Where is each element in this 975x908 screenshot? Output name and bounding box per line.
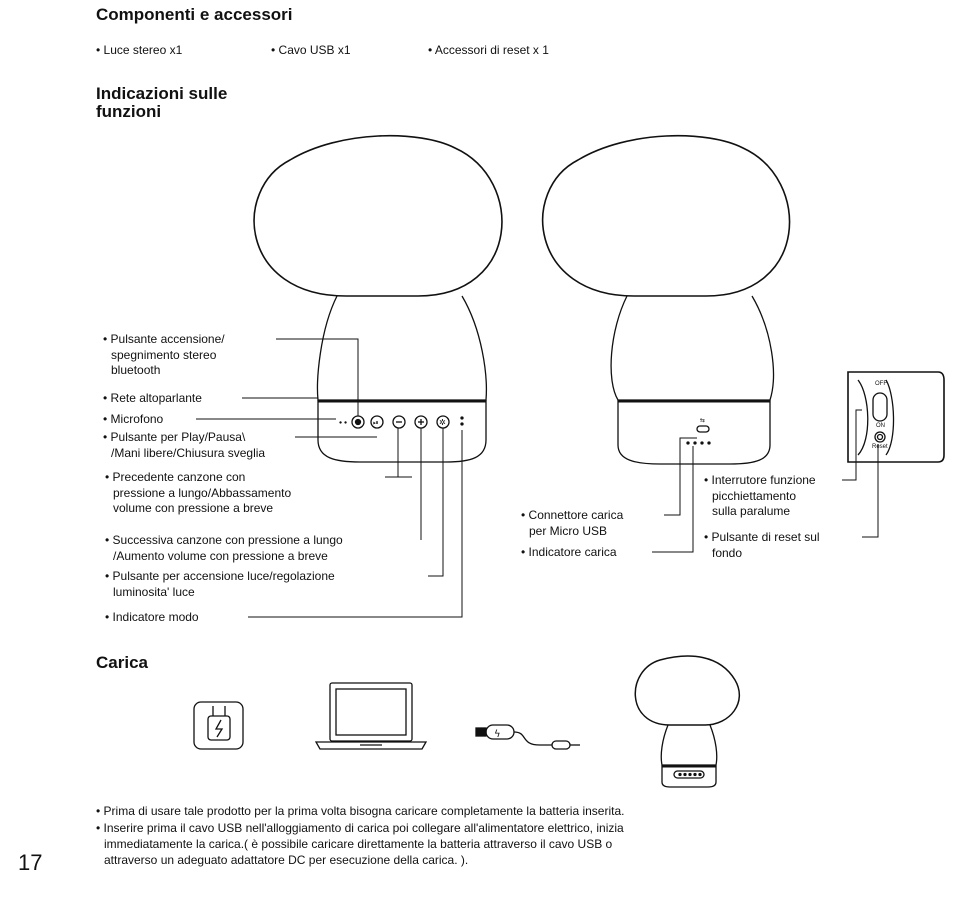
charging-lamp-icon bbox=[635, 656, 739, 787]
svg-text:⏯: ⏯ bbox=[373, 419, 379, 427]
back-lamp-drawing bbox=[543, 136, 790, 464]
switch-panel-drawing bbox=[848, 372, 944, 462]
label-power-button: • Pulsante accensione/ spegnimento stereo bluetooth bbox=[103, 332, 225, 377]
label-speaker-grille: • Rete altoparlante bbox=[103, 391, 202, 405]
svg-text:ϟ: ϟ bbox=[494, 729, 501, 740]
label-tap-switch: • Interrutore funzione picchiettamento sulla paralume bbox=[704, 473, 816, 518]
label-charge-indicator: • Indicatore carica bbox=[521, 545, 617, 559]
label-reset-button: • Pulsante di reset sul fondo bbox=[704, 530, 820, 560]
svg-text:⇆: ⇆ bbox=[700, 417, 706, 424]
label-microphone: • Microfono bbox=[103, 412, 164, 426]
svg-text:✲: ✲ bbox=[439, 418, 446, 427]
power-adapter-icon bbox=[194, 702, 243, 749]
switch-on-label: ON bbox=[876, 423, 885, 429]
label-previous: • Precedente canzone con pressione a lungo/Abbassamento volume con pressione a breve bbox=[105, 470, 292, 515]
heading-components: Componenti e accessori bbox=[96, 5, 293, 24]
page-number: 17 bbox=[18, 850, 43, 875]
reset-label: Reset bbox=[872, 444, 888, 450]
instruction-2: • Inserire prima il cavo USB nell'alloggiamento di carica poi collegare all'alimentatore elettrico, inizia bbox=[96, 821, 624, 835]
laptop-icon bbox=[316, 683, 426, 749]
heading-functions: Indicazioni sulle funzioni bbox=[96, 84, 228, 121]
instruction-2-end: attraverso un adeguato adattatore DC per esecuzione della carica. ). bbox=[104, 853, 469, 867]
label-usb-connector: • Connettore carica per Micro USB bbox=[521, 508, 624, 538]
front-lamp-drawing bbox=[254, 136, 502, 462]
label-mode-indicator: • Indicatore modo bbox=[105, 610, 199, 624]
accessory-reset-tool: • Accessori di reset x 1 bbox=[428, 43, 549, 57]
label-play-pause: • Pulsante per Play/Pausa\ /Mani libere/Chiusura sveglia bbox=[103, 430, 266, 460]
usb-cable-icon bbox=[476, 725, 580, 749]
instruction-1: • Prima di usare tale prodotto per la prima volta bisogna caricare completamente la batteria inserita. bbox=[96, 804, 625, 818]
accessory-usb-cable: • Cavo USB x1 bbox=[271, 43, 351, 57]
label-next: • Successiva canzone con pressione a lungo /Aumento volume con pressione a breve bbox=[105, 533, 343, 563]
accessory-stereo-light: • Luce stereo x1 bbox=[96, 43, 183, 57]
instruction-2-cont: immediatamente la carica.( è possibile caricare direttamente la batteria attraverso il cavo USB o bbox=[104, 837, 613, 851]
svg-text:∙∙: ∙∙ bbox=[338, 418, 349, 427]
label-light-button: • Pulsante per accensione luce/regolazione luminosita' luce bbox=[105, 569, 335, 599]
heading-charging: Carica bbox=[96, 653, 148, 672]
switch-off-label: OFF bbox=[875, 381, 887, 387]
